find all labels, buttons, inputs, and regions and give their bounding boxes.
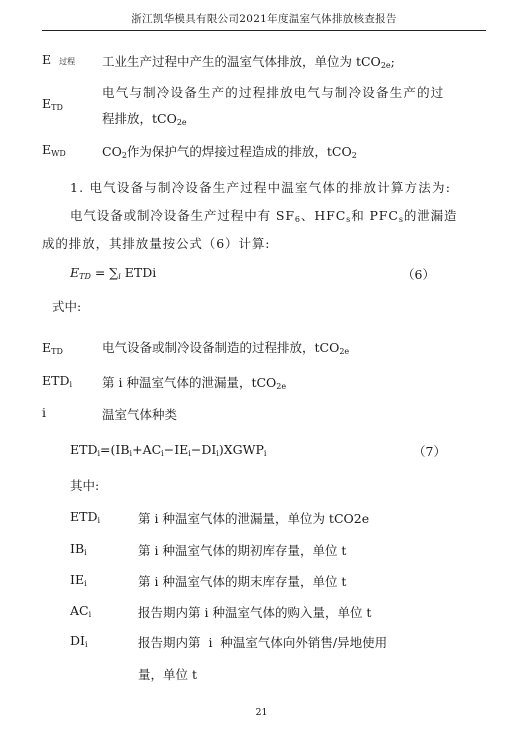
def-symbol-e-process: E 过程	[42, 52, 76, 67]
def-symbol-etdi: $ETD_i$	[42, 373, 73, 389]
section-paragraph-line1: 电气设备或制冷设备生产过程中有 $SF_6$、$HFC_s$和 $PFC_s$的泄漏造	[70, 208, 458, 224]
def-symbol-etdi-b: $ETD_i$	[70, 509, 101, 525]
def-symbol-di: $DI_i$	[70, 633, 88, 649]
section-paragraph-line2: 成的排放，其排放量按公式（6）计算:	[42, 236, 271, 251]
def-symbol-i: i	[42, 405, 46, 420]
where-label-2: 其中:	[70, 478, 100, 493]
formula-6: $E_{TD} = \sum_i$ ETDi	[70, 265, 157, 281]
def-symbol-etd: $E_{TD}$	[42, 96, 63, 112]
page-header: 浙江凯华模具有限公司2021年度温室气体排放核查报告	[131, 13, 397, 25]
def-text-etdi-b: 第 i 种温室气体的泄漏量，单位为 tCO2e	[138, 511, 370, 526]
def-text-ib: 第 i 种温室气体的期初库存量，单位 t	[138, 543, 347, 558]
def-text-di-line1: 报告期内第 i 种温室气体向外销售/异地使用	[138, 635, 388, 650]
def-symbol-ie: $IE_i$	[70, 572, 87, 588]
def-text-etd-line2: 程排放，tCO$_{2e}$	[102, 111, 187, 127]
def-symbol-ac: $AC_i$	[70, 603, 92, 619]
header-rule	[42, 30, 486, 31]
def-symbol-ewd: $E_{WD}$	[42, 142, 66, 158]
def-text-etdi: 第 i 种温室气体的泄漏量，tCO$_{2e}$	[102, 375, 287, 391]
def-text-e-process: 工业生产过程中产生的温室气体排放，单位为 tCO$_{2e}$;	[102, 54, 395, 70]
def-text-di-line2: 量，单位 t	[138, 667, 197, 682]
section-heading: 1. 电气设备与制冷设备生产过程中温室气体的排放计算方法为:	[70, 180, 452, 195]
def-text-etd-2: 电气设备或制冷设备制造的过程排放，tCO$_{2e}$	[102, 340, 350, 356]
def-text-ewd: $CO_2$作为保护气的焊接过程造成的排放，tCO$_2$	[102, 144, 357, 160]
def-text-ac: 报告期内第 i 种温室气体的购入量，单位 t	[138, 605, 372, 620]
page-number: 21	[255, 707, 268, 718]
where-label-1: 式中:	[52, 299, 82, 314]
def-text-etd-line1: 电气与制冷设备生产的过程排放电气与制冷设备生产的过	[102, 85, 445, 100]
def-text-ie: 第 i 种温室气体的期末库存量，单位 t	[138, 574, 347, 589]
formula-7-number: （7）	[413, 444, 446, 459]
def-symbol-etd-2: $E_{TD}$	[42, 340, 63, 356]
formula-6-number: （6）	[402, 267, 435, 282]
def-symbol-ib: $IB_i$	[70, 541, 87, 557]
formula-7: $ETD_i=(IB_i+AC_i-IE_i-DI_i)XGWP_i$	[70, 442, 267, 458]
def-text-i: 温室气体种类	[102, 407, 178, 422]
